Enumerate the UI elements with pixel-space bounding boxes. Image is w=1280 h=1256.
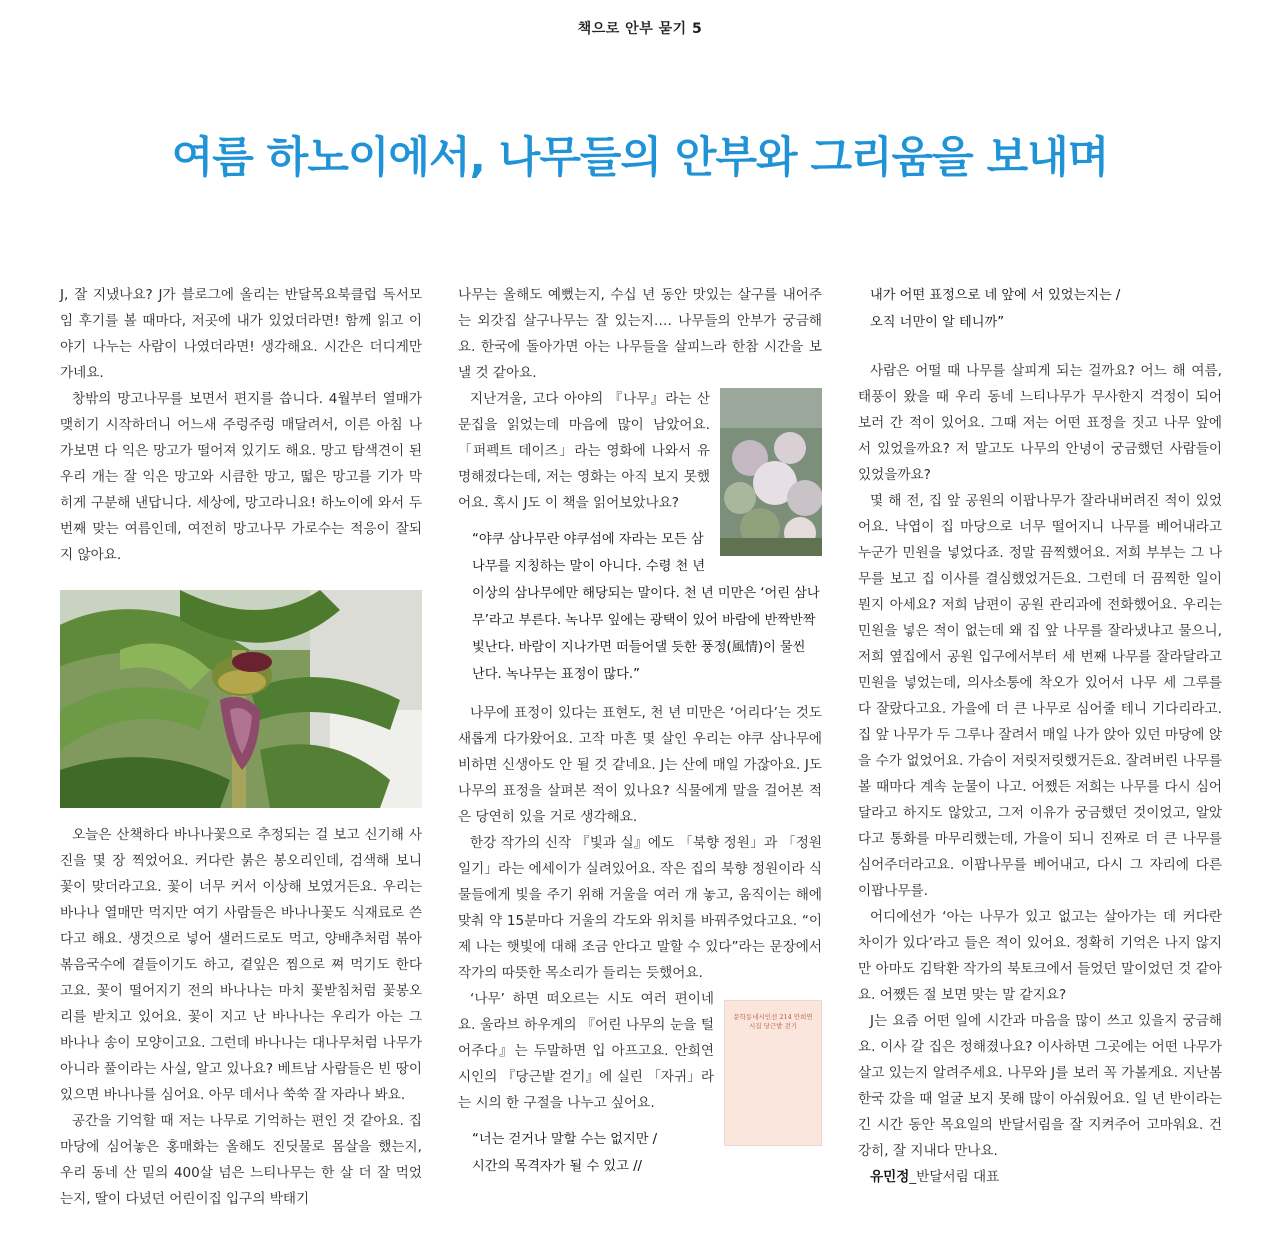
- paragraph: 나무에 표정이 있다는 표현도, 천 년 미만은 ‘어리다’는 것도 새롭게 다가왔어요. 고작 마흔 몇 살인 우리는 야쿠 삼나무에 비하면 신생아도 안 될 것 같네요. J는 산에 매일 가잖아요. J도 나무의 표정을 살펴본 적이 있나요? 식물에게 말을 걸어본 적은 당연히 있을 거로 생각해요.: [458, 705, 822, 825]
- banana-flower-photo: [60, 590, 422, 808]
- paragraph: 몇 해 전, 집 앞 공원의 이팝나무가 잘라내버려진 적이 있었어요. 낙엽이 집 마당으로 너무 떨어지니 나무를 베어내라고 누군가 민원을 넣었다죠. 정말 끔찍했어요. 저희 부부는 그 나무를 보고 집 이사를 결심했었거든요. 그런데 더 끔찍한 일이 뭔지 아세요? 저희 남편이 공원 관리과에 전화했어요. 우리는 민원을 넣은 적이 없는데 왜 집 앞 나무를 잘라냈냐고 물으니, 저희 옆집에서 공원 입구에서부터 세 번째 나무를 잘라달라고 민원을 넣었는데, 의사소통에 착오가 있어서 나무 세 그루를 다 잘랐다고요. 가을에 더 큰 나무로 심어줄 테니 기다리라고. 집 앞 나무가 두 그루나 잘려서 매일 나가 앉아 있던 마당에 앉을 수가 없었어요. 가슴이 저릿저릿했거든요. 잘려버린 나무를 볼 때마다 계속 눈물이 나고. 어쨌든 저희는 나무를 다시 심어달라고 하지도 않았고, 그저 이유가 궁금했던 것이었고, 알았다고 통화를 마무리했는데, 가을이 되니 진짜로 더 큰 나무를 심어주더라고요. 이팝나무를 베어내고, 다시 그 자리에 다른 이팝나무를.: [858, 493, 1222, 899]
- paragraph: 창밖의 망고나무를 보면서 편지를 씁니다. 4월부터 열매가 맺히기 시작하더니 어느새 주렁주렁 매달려서, 이른 아침 나가보면 다 익은 망고가 떨어져 있기도 해요. 망고 탐색견이 된 우리 개는 잘 익은 망고와 시큼한 망고, 떫은 망고를 기가 막히게 구분해 낸답니다. 세상에, 망고라니요! 하노이에 와서 두 번째 맞는 여름인데, 여전히 망고나무 가로수는 적응이 잘되지 않아요.: [60, 391, 422, 563]
- paragraph: 오늘은 산책하다 바나나꽃으로 추정되는 걸 보고 신기해 사진을 몇 장 찍었어요. 커다란 붉은 봉오리인데, 검색해 보니 꽃이 맞더라고요. 꽃이 너무 커서 이상해 보였거든요. 우리는 바나나 열매만 먹지만 여기 사람들은 바나나꽃도 식재료로 쓴다고 해요. 생것으로 넣어 샐러드로도 먹고, 양배추처럼 볶아 볶음국수에 곁들이기도 하고, 곁잎은 찜으로 쪄 먹기도 한다고요. 꽃이 떨어지기 전의 바나나는 마치 꽃받침처럼 꽃봉오리를 받치고 있어요. 꽃이 지고 난 바나나는 우리가 아는 그 바나나 송이 모양이고요. 그런데 바나나는 대나무처럼 나무가 아니라 풀이라는 사실, 알고 있나요? 베트남 사람들은 빈 땅이 있으면 바나나를 심어요. 아무 데서나 쑥쑥 잘 자라나 봐요.: [60, 827, 422, 1103]
- paragraph: 공간을 기억할 때 저는 나무로 기억하는 편인 것 같아요. 집 마당에 심어놓은 홍매화는 올해도 진딧물로 몸살을 했는지, 우리 동네 산 밑의 400살 넘은 느티나무는 한 살 더 잘 먹었는지, 딸이 다녔던 어린이집 입구의 박태기: [60, 1113, 422, 1207]
- poem-quote-continued: [858, 282, 1222, 336]
- paragraph: J, 잘 지냈나요? J가 블로그에 올리는 반달목요북클럽 독서모임 후기를 볼 때마다, 저곳에 내가 있었더라면! 함께 읽고 이야기 나누는 사람이 나였더라면! 생각해요. 시간은 더디게만 가네요.: [60, 287, 422, 381]
- series-title: 책으로 안부 묻기 5: [577, 21, 703, 37]
- paragraph: 사람은 어떨 때 나무를 살피게 되는 걸까요? 어느 해 여름, 태풍이 왔을 때 우리 동네 느티나무가 무사한지 걱정이 되어 보러 간 적이 있어요. 그때 저는 어떤 표정을 짓고 나무 앞에 서 있었을까요? 저 말고도 나무의 안녕이 궁금했던 사람들이 있었을까요?: [858, 363, 1222, 483]
- book-quote: “야쿠 삼나무란 야쿠섬에 자라는 모든 삼나무를 지칭하는 말이 아니다. 수령 천 년 이상의 삼나무에만 해당되는 말이다. 천 년 미만은 ‘어린 삼나무’라고 부른다. 녹나무 잎에는 광택이 있어 바람에 반짝반짝 빛난다. 바람이 지나가면 떠들어댈 듯한 풍정(風情)이 물씬 난다. 녹나무는 표정이 많다.”: [472, 532, 820, 682]
- paragraph: ‘나무’ 하면 떠오르는 시도 여러 편이네요. 울라브 하우게의 『어린 나무의 눈을 털어주다』는 두말하면 입 아프고요. 안희연 시인의 『당근밭 걷기』에 실린 「자귀」라는 시의 한 구절을 나누고 싶어요.: [458, 991, 714, 1111]
- column-1: [60, 282, 422, 1212]
- poem-line: 시간의 목격자가 될 수 있고 //: [472, 1159, 642, 1174]
- paragraph: 한강 작가의 신작 『빛과 실』에도 「북향 정원」과 「정원 일기」라는 에세이가 실려있어요. 작은 집의 북향 정원이라 식물들에게 빛을 주기 위해 거울을 여러 개 놓고, 움직이는 해에 맞춰 약 15분마다 거울의 각도와 위치를 바꿔주었다고요. “이제 나는 햇빛에 대해 조금 안다고 말할 수 있다”라는 문장에서 작가의 따뜻한 목소리가 들리는 듯했어요.: [458, 835, 822, 981]
- book-cover-title: 문학동네시인선 214 안희연 시집 당근밭 걷기: [733, 1013, 813, 1030]
- paragraph: 어디에선가 ‘아는 나무가 있고 없고는 살아가는 데 커다란 차이가 있다’라고 들은 적이 있어요. 정확히 기억은 나지 않지만 아마도 김탁환 작가의 북토크에서 들었던 말이었던 것 같아요. 어쨌든 절 보면 맞는 말 같지요?: [858, 909, 1222, 1003]
- column-2: [458, 282, 822, 1180]
- tree-book-cover: [720, 388, 822, 556]
- poetry-book-cover: [724, 1000, 822, 1146]
- poem-line: 내가 어떤 표정으로 네 앞에 서 있었는지는 /: [870, 288, 1121, 303]
- author-role: _반달서림 대표: [909, 1169, 1000, 1185]
- column-3: [858, 282, 1222, 1190]
- paragraph: 나무는 올해도 예뻤는지, 수십 년 동안 맛있는 살구를 내어주는 외갓집 살구나무는 잘 있는지…. 나무들의 안부가 궁금해요. 한국에 돌아가면 아는 나무들을 살피느라 한참 시간을 보낼 것 같아요.: [458, 287, 822, 381]
- poem-line: “너는 걷거나 말할 수는 없지만 /: [472, 1132, 658, 1147]
- article-title: 여름 하노이에서, 나무들의 안부와 그리움을 보내며: [171, 133, 1109, 183]
- paragraph: J는 요즘 어떤 일에 시간과 마음을 많이 쓰고 있을지 궁금해요. 이사 갈 집은 정해졌나요? 이사하면 그곳에는 어떤 나무가 살고 있는지 알려주세요. 나무와 J를 보러 꼭 가볼게요. 지난봄 한국 갔을 때 얼굴 보지 못해 많이 아쉬웠어요. 일 년 반이라는 긴 시간 동안 목요일의 반달서림을 잘 지켜주어 고마워요. 건강히, 잘 지내다 만나요.: [858, 1013, 1222, 1159]
- poem-line: 오직 너만이 알 테니까”: [870, 315, 1005, 330]
- author-name: 유민정: [870, 1169, 910, 1185]
- author-signature: [858, 1164, 1222, 1190]
- paragraph: 지난겨울, 고다 아야의 『나무』라는 산문집을 읽었는데 마음에 많이 남았어요. 「퍼펙트 데이즈」라는 영화에 나와서 유명해졌다는데, 저는 영화는 아직 보지 못했어요. 혹시 J도 이 책을 읽어보았나요?: [458, 391, 710, 511]
